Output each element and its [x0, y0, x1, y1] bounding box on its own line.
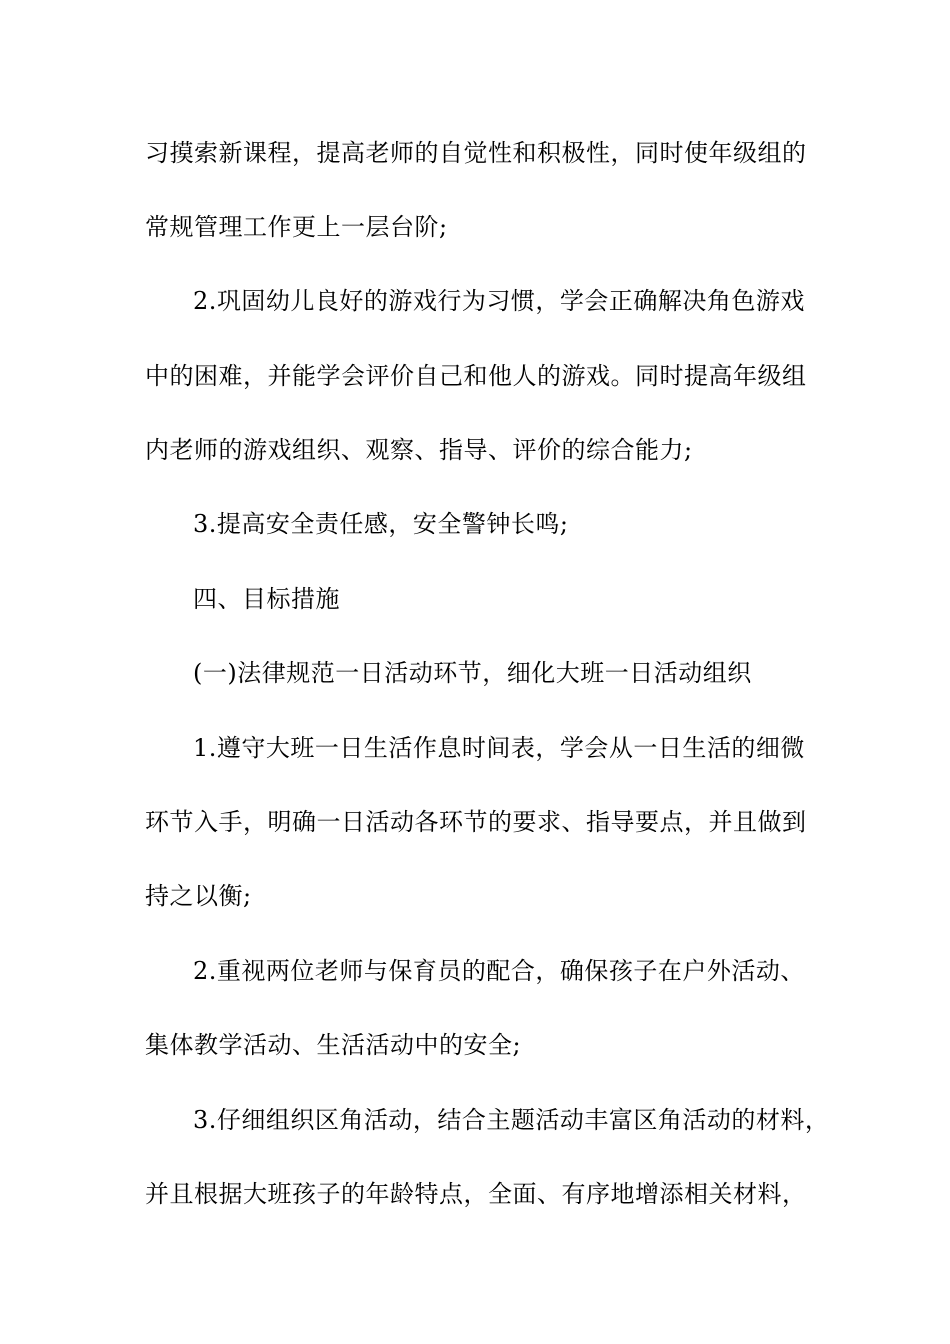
- text-line: 习摸索新课程，提高老师的自觉性和积极性，同时使年级组的: [145, 139, 807, 167]
- text-line: 常规管理工作更上一层台阶;: [145, 213, 448, 241]
- text-line: 中的困难，并能学会评价自己和他人的游戏。同时提高年级组: [145, 362, 807, 390]
- subsection-heading: (一)法律规范一日活动环节，细化大班一日活动组织: [193, 659, 752, 687]
- text-line: 3.提高安全责任感，安全警钟长鸣;: [193, 510, 569, 538]
- text-line: 2.重视两位老师与保育员的配合，确保孩子在户外活动、: [193, 957, 805, 985]
- text-line: 1.遵守大班一日生活作息时间表，学会从一日生活的细微: [193, 734, 805, 762]
- text-line: 2.巩固幼儿良好的游戏行为习惯，学会正确解决角色游戏: [193, 287, 805, 315]
- section-heading: 四、目标措施: [193, 585, 340, 613]
- text-line: 3.仔细组织区角活动，结合主题活动丰富区角活动的材料，: [193, 1106, 830, 1134]
- text-line: 环节入手，明确一日活动各环节的要求、指导要点，并且做到: [145, 808, 807, 836]
- text-line: 内老师的游戏组织、观察、指导、评价的综合能力;: [145, 436, 693, 464]
- text-line: 并且根据大班孩子的年龄特点，全面、有序地增添相关材料，: [145, 1180, 807, 1208]
- text-line: 集体教学活动、生活活动中的安全;: [145, 1031, 522, 1059]
- text-line: 持之以衡;: [145, 882, 252, 910]
